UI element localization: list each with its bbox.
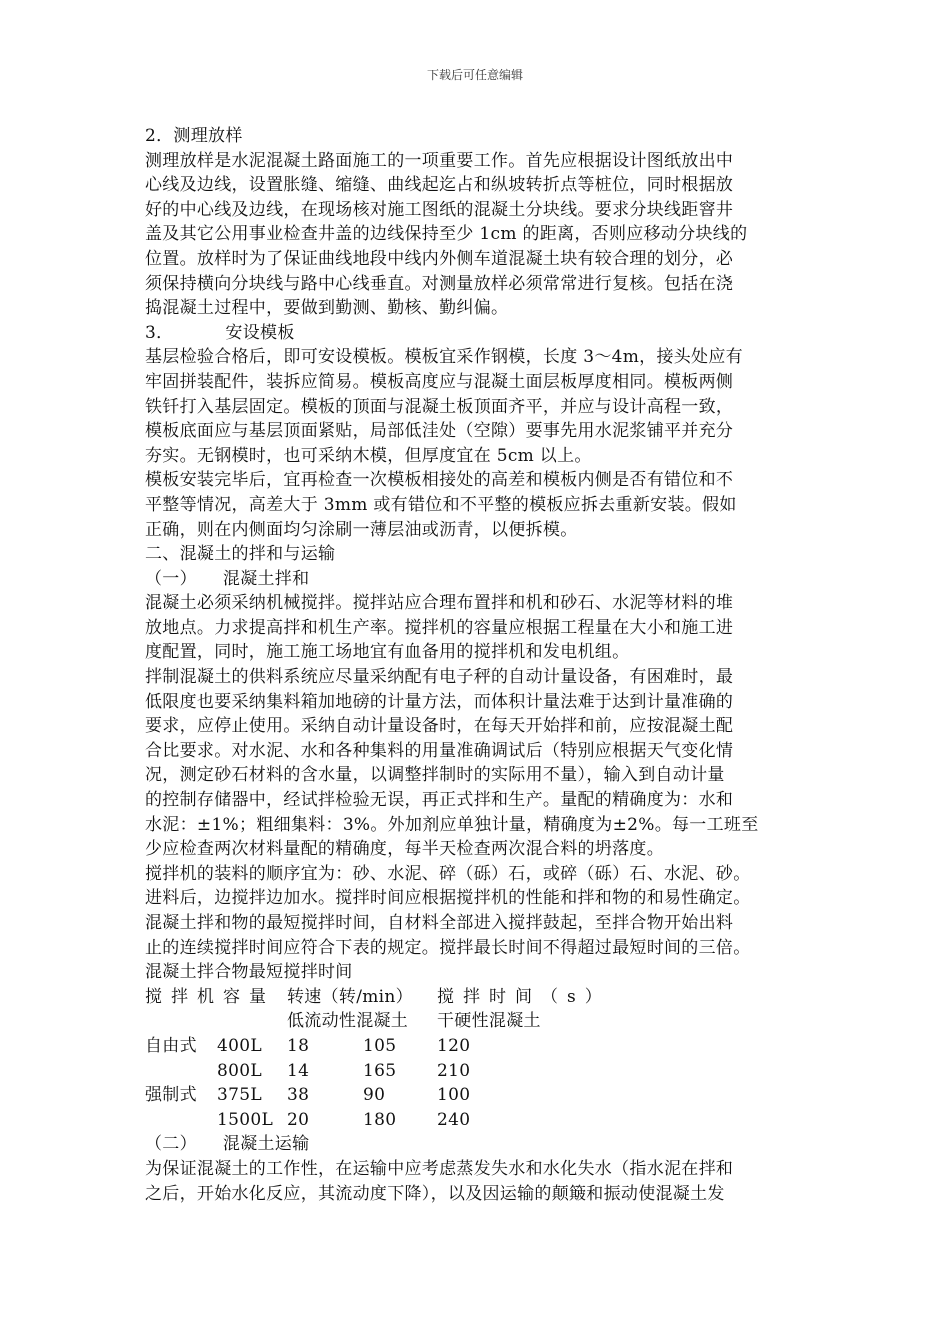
table-caption: 混凝土拌合物最短搅拌时间 <box>145 962 353 983</box>
cell-capacity: 800L <box>217 1060 262 1081</box>
paragraph-line: 进料后，边搅拌边加水。搅拌时间应根据搅拌机的性能和拌和物的和易性确定。 <box>145 888 751 909</box>
paragraph-line: 止的连续搅拌时间应符合下表的规定。搅拌最长时间不得超过最短时间的三倍。 <box>145 937 751 958</box>
header-capacity: 搅拌机容量 <box>145 986 275 1007</box>
subsection-heading <box>145 567 815 592</box>
paragraph-line: 位置。放样时为了保证曲线地段中线内外侧车道混凝土块有较合理的划分，必 <box>145 248 734 269</box>
cell-low: 105 <box>363 1035 397 1056</box>
subsection-heading <box>145 1132 815 1157</box>
cell-capacity: 400L <box>217 1035 262 1056</box>
section-heading: 2．测理放样 <box>145 126 243 146</box>
paragraph-line: 须保持横向分块线与路中心线垂直。对测量放样必须常常进行复核。包括在浇 <box>145 273 734 294</box>
cell-speed: 38 <box>287 1085 310 1106</box>
cell-capacity: 375L <box>217 1085 262 1106</box>
cell-type: 强制式 <box>145 1085 197 1106</box>
paragraph-line: 牢固拼装配件，装拆应简易。模板高度应与混凝土面层板厚度相同。模板两侧 <box>145 371 734 392</box>
table-row <box>145 1108 815 1133</box>
paragraph-line: 的控制存储器中，经试拌检验无误，再正式拌和生产。量配的精确度为：水和 <box>145 790 734 811</box>
subsection-title: 混凝土拌和 <box>222 568 310 589</box>
paragraph-line: 低限度也要采纳集料箱加地磅的计量方法，而体积计量法难于达到计量准确的 <box>145 691 734 712</box>
paragraph-line: 心线及边线，设置胀缝、缩缝、曲线起迄占和纵坡转折点等桩位，同时根据放 <box>145 175 734 196</box>
paragraph-line: 平整等情况，高差大于 3mm 或有错位和不平整的模板应拆去重新安装。假如 <box>145 494 737 515</box>
section-heading <box>145 321 815 346</box>
table-row <box>145 1034 815 1059</box>
cell-dry: 120 <box>437 1035 471 1056</box>
paragraph-line: 少应检查两次材料量配的精确度，每半天检查两次混合料的坍落度。 <box>145 839 664 860</box>
paragraph-line: 混凝土拌和物的最短搅拌时间，自材料全部进入搅拌鼓起，至拌合物开始出料 <box>145 913 734 933</box>
paragraph-line: 况，测定砂石材料的含水量，以调整拌制时的实际用不量），输入到自动计量 <box>145 765 725 786</box>
paragraph-line: 放地点。力求提高拌和机生产率。搅拌机的容量应根据工程量在大小和施工进 <box>145 617 734 638</box>
subsection-title: 混凝土运输 <box>222 1134 310 1155</box>
cell-low: 90 <box>363 1085 386 1106</box>
paragraph-line: 拌制混凝土的供料系统应尽量采纳配有电子秤的自动计量设备，有困难时，最 <box>145 667 734 688</box>
paragraph-line: 要求，应停止使用。采纳自动计量设备时，在每天开始拌和前，应按混凝土配 <box>145 716 734 737</box>
cell-type: 自由式 <box>145 1035 197 1056</box>
paragraph-line: 测理放样是水泥混凝土路面施工的一项重要工作。首先应根据设计图纸放出中 <box>145 150 734 171</box>
paragraph-line: 合比要求。对水泥、水和各种集料的用量准确调试后（特别应根据天气变化情 <box>145 740 734 761</box>
paragraph-line: 好的中心线及边线，在现场核对施工图纸的混凝土分块线。要求分块线距窨井 <box>145 199 734 220</box>
paragraph-line: 搅拌机的装料的顺序宜为：砂、水泥、碎（砾）石，或碎（砾）石、水泥、砂。 <box>145 863 751 884</box>
paragraph-line: 模板安装完毕后，宜再检查一次模板相接处的高差和模板内侧是否有错位和不 <box>145 470 734 491</box>
paragraph-line: 铁钎打入基层固定。模板的顶面与混凝土板顶面齐平，并应与设计高程一致， <box>145 396 734 417</box>
cell-low: 165 <box>363 1060 397 1081</box>
cell-speed: 14 <box>287 1060 310 1081</box>
table-row <box>145 1059 815 1084</box>
page-header: 下载后可任意编辑 <box>426 68 523 82</box>
chapter-heading: 二、混凝土的拌和与运输 <box>145 544 336 565</box>
table-row <box>145 1083 815 1108</box>
paragraph-line: 盖及其它公用事业检查井盖的边线保持至少 1cm 的距离，否则应移动分块线的 <box>145 224 748 245</box>
paragraph-line: 基层检验合格后，即可安设模板。模板宜采作钢模，长度 3～4m，接头处应有 <box>145 347 743 368</box>
cell-speed: 18 <box>287 1035 310 1056</box>
header-low-slump: 低流动性混凝土 <box>287 1011 409 1032</box>
cell-dry: 210 <box>437 1060 471 1081</box>
header-speed: 转速（转/min） <box>287 986 413 1007</box>
paragraph-line: 混凝土必须采纳机械搅拌。搅拌站应合理布置拌和机和砂石、水泥等材料的堆 <box>145 593 734 614</box>
cell-low: 180 <box>363 1109 397 1130</box>
section-number: 3． <box>145 322 174 343</box>
paragraph-line: 正确，则在内侧面均匀涂刷一薄层油或沥青，以便拆模。 <box>145 519 578 540</box>
section-title: 安设模板 <box>225 322 295 343</box>
paragraph-line: 之后，开始水化反应，其流动度下降），以及因运输的颠簸和振动使混凝土发 <box>145 1183 725 1204</box>
subsection-number: （二） <box>145 1134 197 1155</box>
header-dry: 干硬性混凝土 <box>437 1011 541 1032</box>
table-header-row <box>145 985 815 1010</box>
subsection-number: （一） <box>145 568 197 589</box>
cell-dry: 240 <box>437 1109 471 1130</box>
table-subheader-row <box>145 1009 815 1034</box>
paragraph-line: 模板底面应与基层顶面紧贴，局部低洼处（空隙）要事先用水泥浆铺平并充分 <box>145 421 734 442</box>
paragraph-line: 度配置，同时，施工施工场地宜有血备用的搅拌机和发电机组。 <box>145 642 630 663</box>
paragraph-line: 水泥：±1%；粗细集料：3%。外加剂应单独计量，精确度为±2%。每一工班至 <box>145 814 759 835</box>
paragraph-line: 捣混凝土过程中，要做到勤测、勤核、勤纠偏。 <box>145 298 509 319</box>
cell-speed: 20 <box>287 1109 310 1130</box>
document-body <box>145 124 815 1206</box>
header-time: 搅拌时间（s） <box>437 986 611 1007</box>
cell-capacity: 1500L <box>217 1109 274 1130</box>
cell-dry: 100 <box>437 1085 471 1106</box>
paragraph-line: 夯实。无钢模时，也可采纳木模，但厚度宜在 5cm 以上。 <box>145 445 592 466</box>
paragraph-line: 为保证混凝土的工作性，在运输中应考虑蒸发失水和水化失水（指水泥在拌和 <box>145 1158 734 1179</box>
